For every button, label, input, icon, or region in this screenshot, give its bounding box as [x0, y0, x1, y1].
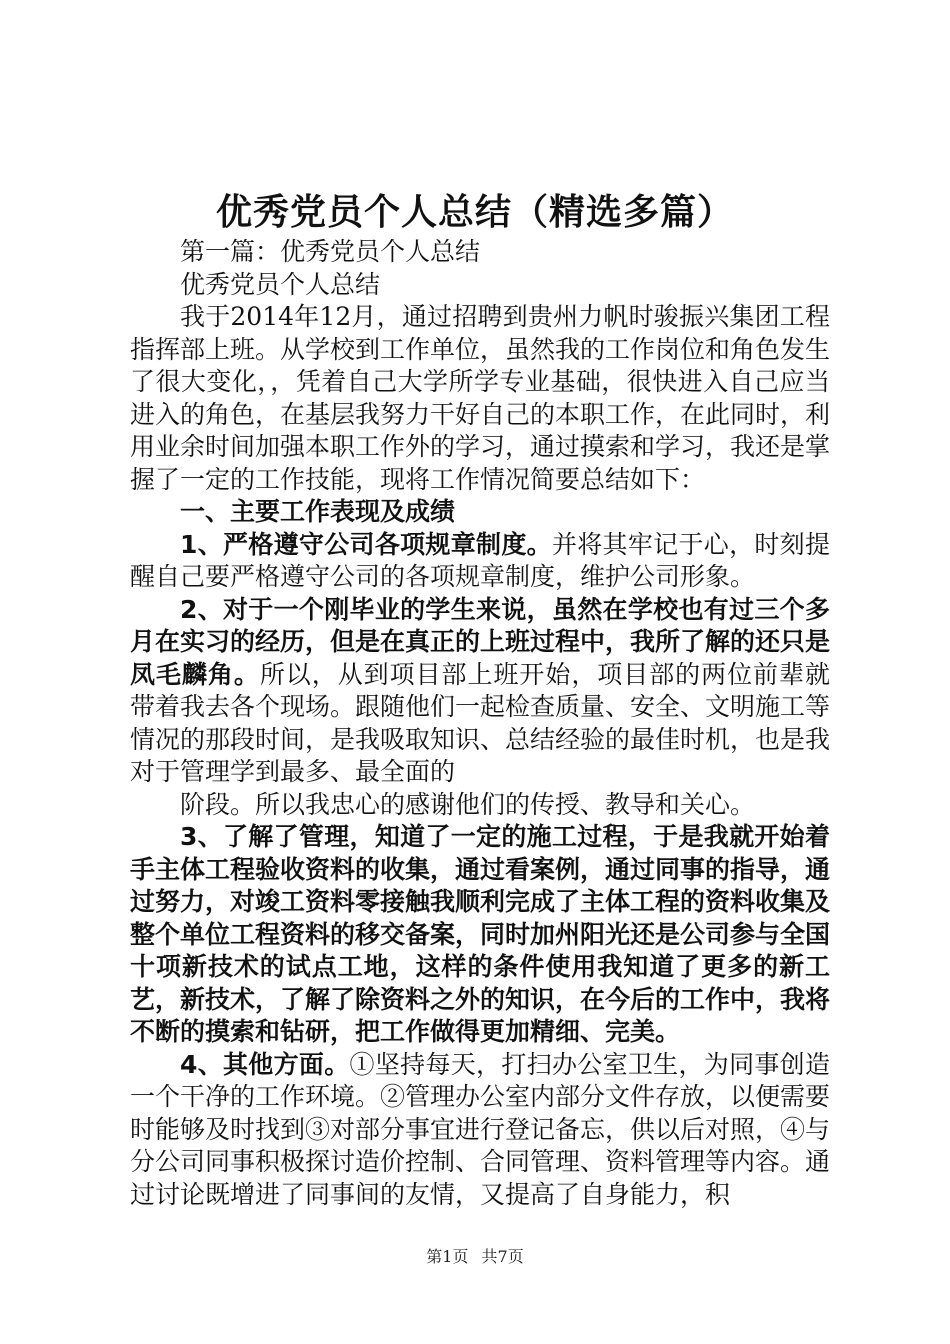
item-1-body: 并将其牢记于心，时刻提醒自己要严格遵守公司的各项规章制度，维护公司形象。: [130, 529, 830, 591]
document-title: 优秀党员个人总结（精选多篇）: [215, 192, 734, 233]
paragraph-item-1: [130, 529, 830, 594]
paragraph-item-2-cont: 阶段。所以我忠心的感谢他们的传授、教导和关心。: [180, 789, 756, 819]
item-2-lead: 2、对于一个刚毕业的学生来说，虽然在学校也有过三个多月在实习的经历，但是在真正的上班过程中，我所了解的还只是凤毛麟角。: [130, 594, 831, 689]
paragraph-item-2: [130, 594, 830, 789]
paragraph-item-3: 3、了解了管理，知道了一定的施工过程，于是我就开始着手主体工程验收资料的收集，通过看案例，通过同事的指导，通过努力，对竣工资料零接触我顺利完成了主体工程的资料收集及整个单位工程资料的移交备案，同时加州阳光还是公司参与全国十项新技术的试点工地，这样的条件使用我知道了更多的新工艺，新技术，了解了除资料之外的知识，在今后的工作中，我将不断的摸索和钻研，把工作做得更加精细、完美。: [130, 822, 831, 1046]
item-4-lead: 4、其他方面。: [180, 1049, 350, 1079]
page-number: 第1页: [426, 1247, 469, 1266]
document-body: [130, 236, 830, 1211]
item-2-body: 所以，从到项目部上班开始，项目部的两位前辈就带着我去各个现场。跟随他们一起检查质量、安全、文明施工等情况的那段时间，是我吸取知识、总结经验的最佳时机，也是我对于管理学到最多、最全面的: [130, 659, 831, 786]
page-footer: [0, 1244, 950, 1267]
item-1-lead: 1、严格遵守公司各项规章制度。: [180, 529, 552, 559]
heading-main-work: 一、主要工作表现及成绩: [180, 497, 456, 526]
item-4-body: ①坚持每天，打扫办公室卫生，为同事创造一个干净的工作环境。②管理办公室内部分文件存放，以便需要时能够及时找到③对部分事宜进行登记备忘，供以后对照，④与分公司同事积极探讨造价控制、合同管理、资料管理等内容。通过讨论既增进了同事间的友情，又提高了自身能力，积: [130, 1049, 831, 1209]
paragraph-intro: 我于2014年12月，通过招聘到贵州力帆时骏振兴集团工程指挥部上班。从学校到工作单位，虽然我的工作岗位和角色发生了很大变化，，凭着自己大学所学专业基础，很快进入自己应当进入的角色，在基层我努力干好自己的本职工作，在此同时，利用业余时间加强本职工作外的学习，通过摸索和学习，我还是掌握了一定的工作技能，现将工作情况简要总结如下：: [130, 302, 831, 494]
section-heading: 第一篇：优秀党员个人总结: [180, 237, 481, 266]
sub-heading: 优秀党员个人总结: [180, 269, 381, 299]
page-total: 共7页: [481, 1247, 524, 1266]
paragraph-item-4: [130, 1049, 830, 1212]
